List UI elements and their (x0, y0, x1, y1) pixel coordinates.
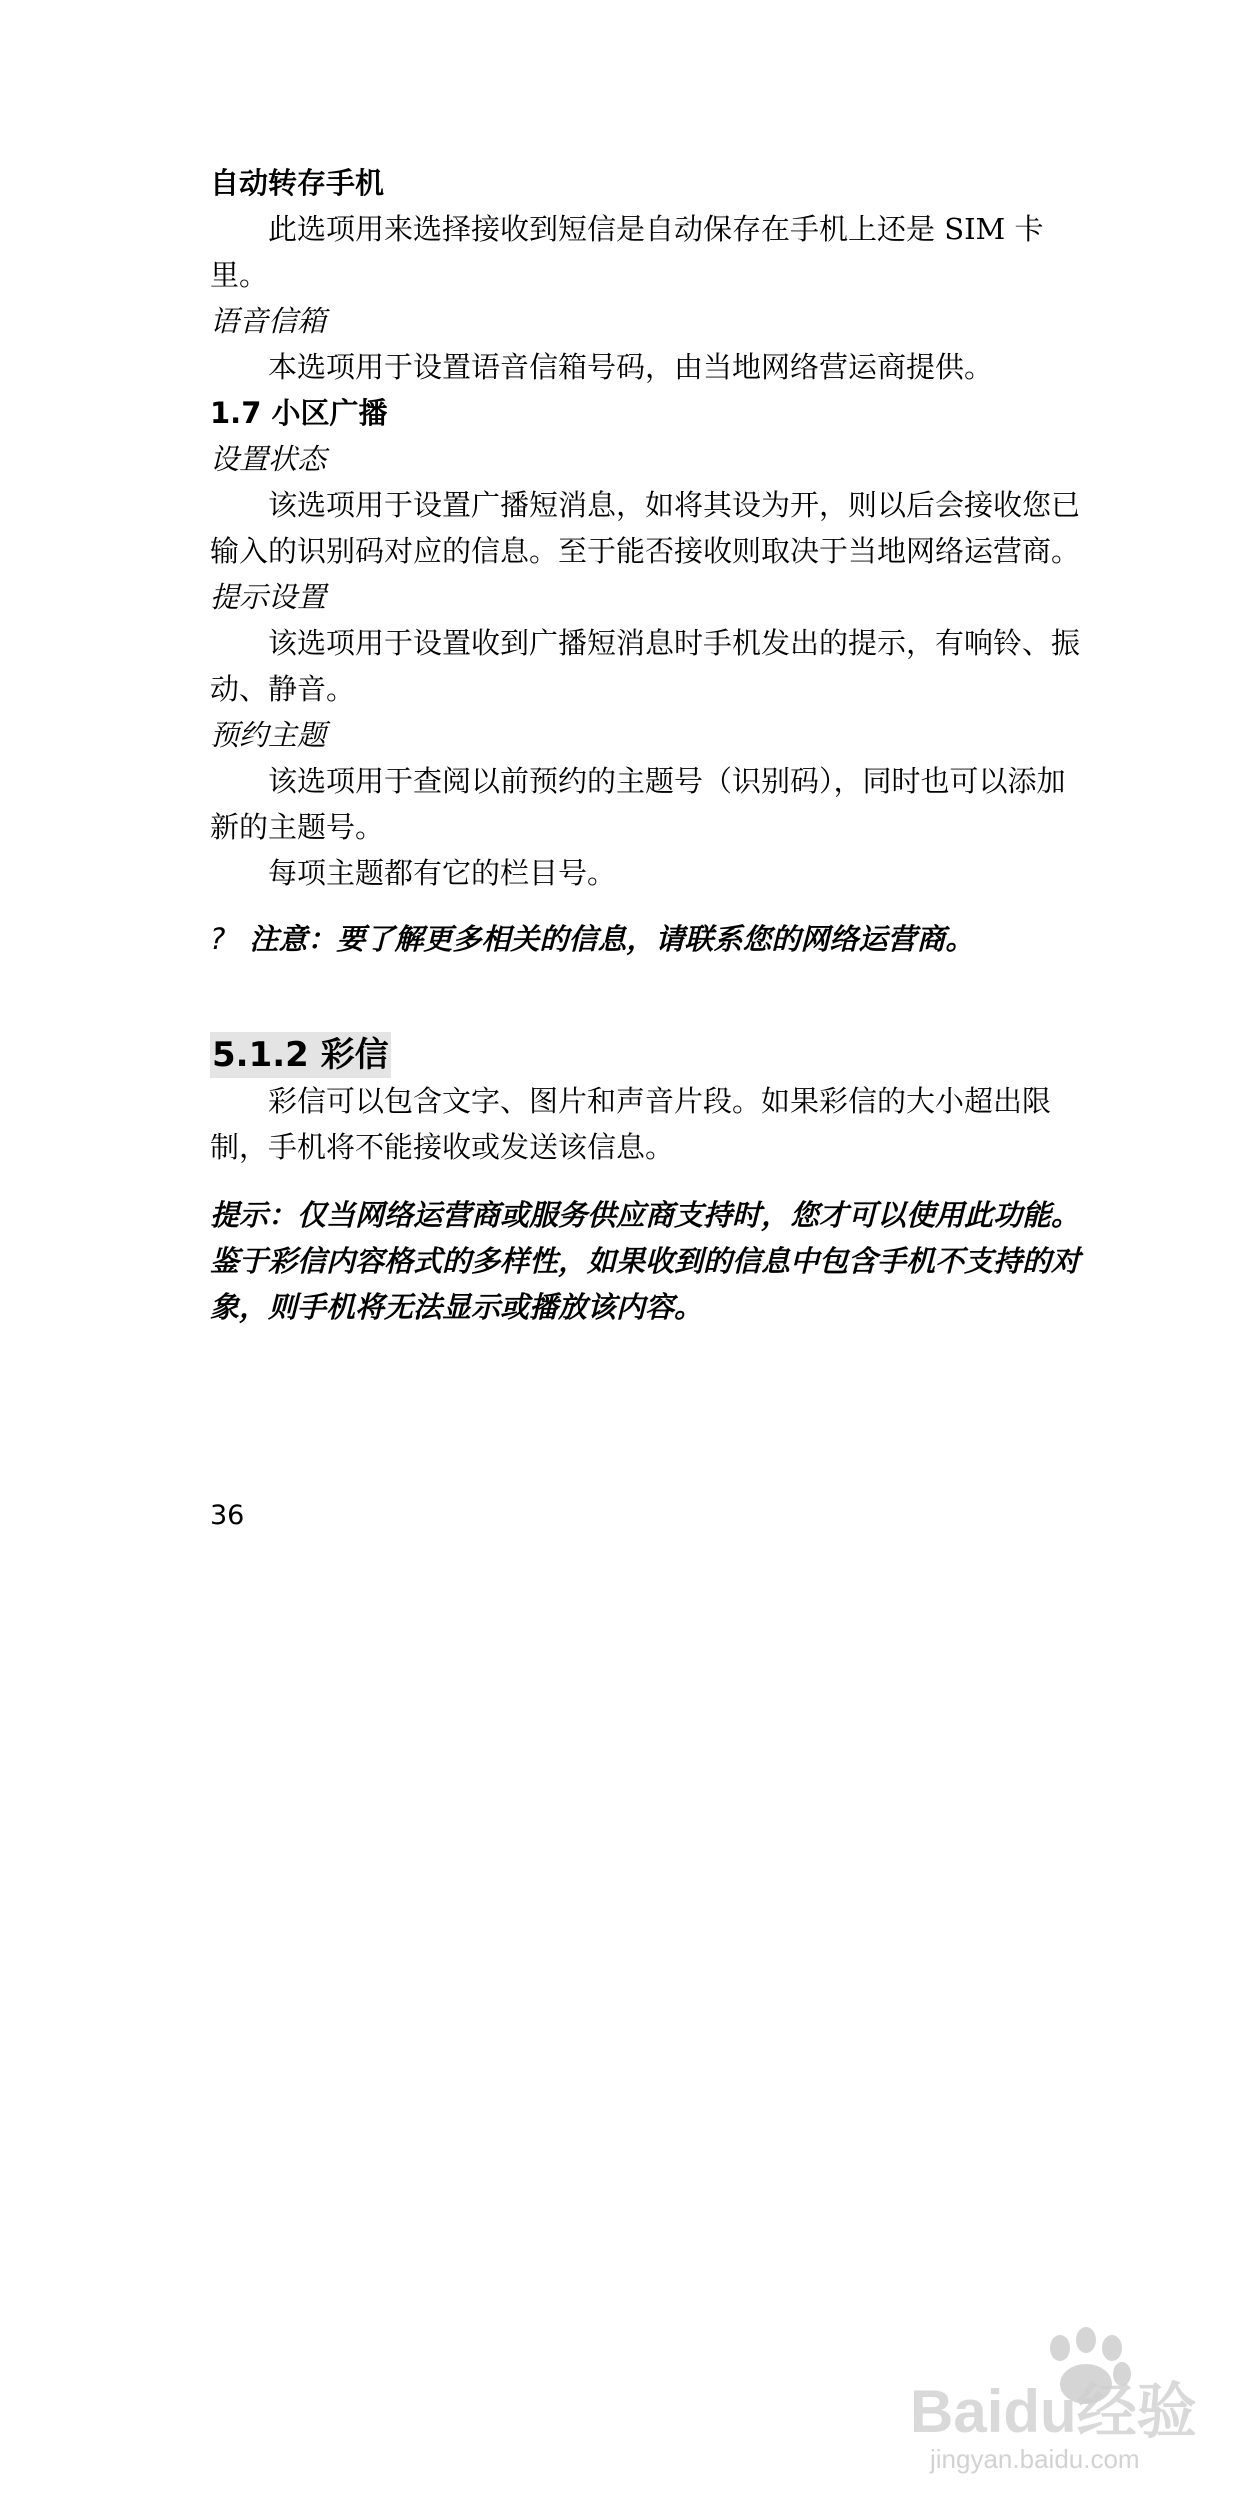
paragraph-mms: 彩信可以包含文字、图片和声音片段。如果彩信的大小超出限制，手机将不能接收或发送该信息。 (210, 1084, 1052, 1164)
paragraph-subscribe-2: 每项主题都有它的栏目号。 (268, 856, 617, 890)
heading-cell-broadcast: 1.7 小区广播 (210, 396, 388, 430)
watermark-brand: Baidu经验 (910, 2378, 1197, 2445)
page-number: 36 (210, 1500, 245, 1531)
baidu-watermark-logo (890, 2320, 1230, 2480)
note-symbol: ? (210, 922, 226, 956)
note-block (210, 916, 1090, 962)
note-text: 注意：要了解更多相关的信息，请联系您的网络运营商。 (249, 922, 975, 956)
paragraph-set-status: 该选项用于设置广播短消息，如将其设为开，则以后会接收您已输入的识别码对应的信息。至于能否接收则取决于当地网络运营商。 (210, 488, 1081, 568)
tip-text: 提示：仅当网络运营商或服务供应商支持时，您才可以使用此功能。鉴于彩信内容格式的多样性，如果收到的信息中包含手机不支持的对象，则手机将无法显示或播放该内容。 (210, 1198, 1081, 1324)
paragraph-subscribe-1: 该选项用于查阅以前预约的主题号（识别码），同时也可以添加新的主题号。 (210, 764, 1066, 844)
paragraph-auto-save: 此选项用来选择接收到短信是自动保存在手机上还是 SIM 卡里。 (210, 212, 1044, 292)
heading-subscribe: 预约主题 (210, 718, 327, 752)
heading-set-status: 设置状态 (210, 442, 327, 476)
heading-auto-save: 自动转存手机 (210, 166, 385, 200)
watermark-url: jingyan.baidu.com (930, 2444, 1140, 2474)
heading-voicemail: 语音信箱 (210, 304, 327, 338)
paragraph-alert-settings: 该选项用于设置收到广播短消息时手机发出的提示，有响铃、振动、静音。 (210, 626, 1081, 706)
paragraph-voicemail: 本选项用于设置语音信箱号码，由当地网络营运商提供。 (268, 350, 994, 384)
section-title: 5.1.2 彩信 (210, 1032, 391, 1078)
document-body (210, 160, 1090, 1330)
heading-alert-settings: 提示设置 (210, 580, 327, 614)
